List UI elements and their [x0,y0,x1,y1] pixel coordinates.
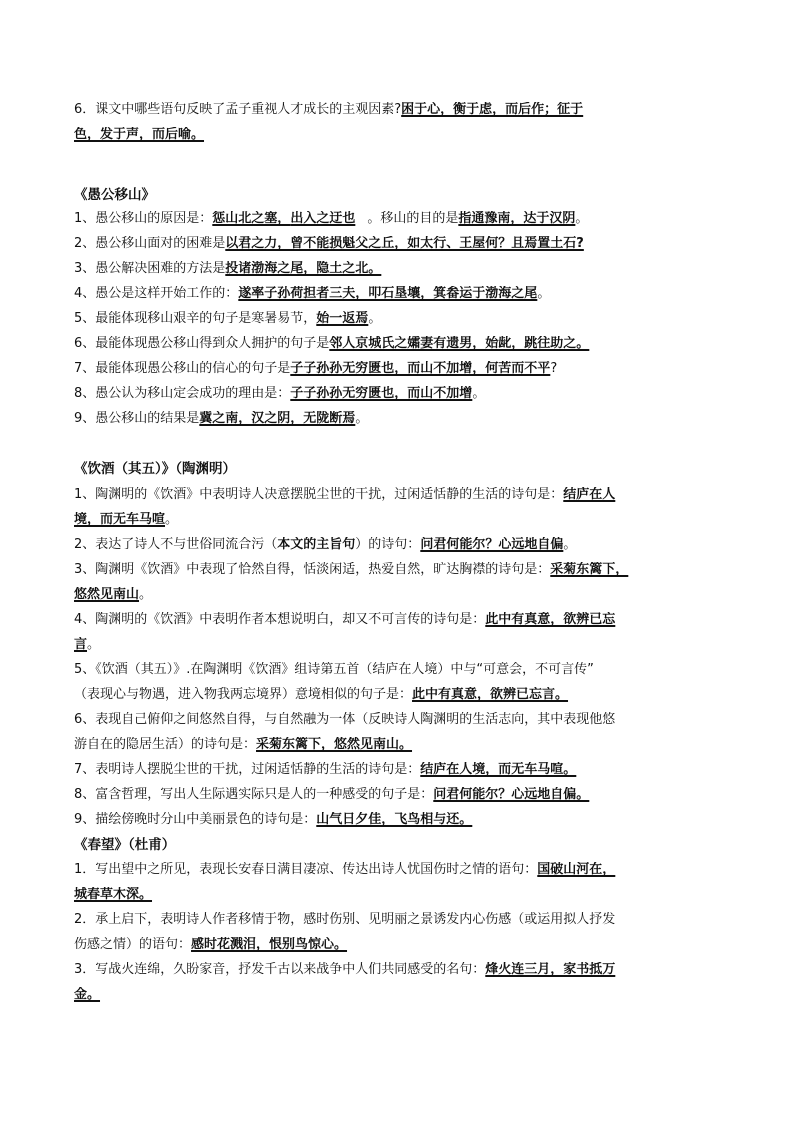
chunwang-item-1 [74,862,730,878]
answer-text: 采菊东篱下，悠然见南山。 [256,737,413,752]
item-number: 4、 [74,286,96,301]
item-number: 6、 [74,336,96,351]
punctuation: 。 [368,311,382,326]
answer-text: 此中有真意，欲辨已忘 [485,612,616,627]
yugong-item-6 [74,336,730,352]
chunwang-item-3-cont [74,987,730,1003]
question-text: 1、陶渊明的《饮酒》中表明诗人决意摆脱尘世的干扰，过闲适恬静的生活的诗句是： [74,487,564,502]
question-text: 愚公解决困难的方法是 [95,261,226,276]
question-text: 愚公移山的原因是： [95,211,213,226]
answer-text: 子子孙孙无穷匮也，而山不加增 [290,386,473,401]
yinjiu-item-5 [74,662,730,678]
item-number: 8、 [74,386,96,401]
answer-text: 色，发于声，而后喻。 [74,127,205,142]
yinjiu-item-8 [74,787,730,803]
question-text: 3、陶渊明《饮酒》中表现了恰然自得，恬淡闲适，热爱自然，旷达胸襟的诗句是： [74,562,551,577]
item-number: 9、 [74,411,96,426]
question-text: ）的诗句： [355,537,421,552]
question-text: 愚公认为移山定会成功的理由是： [95,386,291,401]
question-text: 愚公移山面对的困难是 [95,236,226,251]
answer-text: 国破山河在， [537,862,616,877]
yinjiu-item-6-cont [74,737,730,753]
answer-text: 言 [74,637,88,652]
punctuation: 。 [139,587,153,602]
yinjiu-item-5-cont [74,687,730,703]
answer-text: 以君之力，曾不能损魁父之丘，如太行、王屋何？且焉置土石? [225,236,584,251]
question-text: 游自在的隐居生活）的诗句是： [74,737,257,752]
answer-text: 冀之南，汉之阴，无陇断焉 [199,411,356,426]
item-number: 2、 [74,236,96,251]
item-number: 5、 [74,311,96,326]
yinjiu-item-3 [74,562,730,578]
punctuation: 。 [165,512,179,527]
question-text: 5、《饮酒（其五）》.在陶渊明《饮酒》组诗第五首（结庐在人境）中与“可意会，不可言传” [74,662,594,677]
answer-text: 悠然见南山 [74,587,140,602]
chunwang-item-2 [74,912,730,928]
answer-text: 始一返焉 [316,311,369,326]
item-number: 1、 [74,211,96,226]
yugong-item-3 [74,261,730,277]
question-text: 最能体现愚公移山的信心的句子是 [95,361,291,376]
answer-text: 惩山北之塞， [212,211,291,226]
question-text: 2、表达了诗人不与世俗同流合污（ [74,537,278,552]
answer-text: 此中有真意，欲辨已忘言。 [412,687,569,702]
yinjiu-item-9 [74,812,730,828]
yugong-item-2 [74,236,730,252]
chunwang-item-1-cont [74,887,730,903]
question-text: 愚公是这样开始工作的： [95,286,239,301]
section-title-chunwang: 《春望》（杜甫） [74,837,176,853]
answer-text: 问君何能尔？心远地自偏 [420,537,564,552]
yugong-item-5 [74,311,730,327]
answer-text: 山气日夕佳，飞鸟相与还。 [316,812,473,827]
answer-text: 遂率子孙荷担者三夫，叩石垦壤，箕畚运于渤海之尾 [238,286,538,301]
yugong-item-7 [74,361,730,377]
chunwang-item-2-cont [74,937,730,953]
yugong-item-9 [74,411,730,427]
answer-text: 采菊东篱下， [550,562,629,577]
answer-text: 邻人京城氏之孀妻有遗男，始龀，跳往助之。 [329,336,590,351]
answer-text: 感时花溅泪，恨别鸟惊心。 [191,937,348,952]
answer-text: 烽火连三月，家书抵万 [485,962,616,977]
q6-line-1 [74,102,730,118]
yinjiu-item-2 [74,537,730,553]
q6-line-2 [74,127,730,143]
punctuation: 。 [472,386,486,401]
yinjiu-item-6 [74,712,730,728]
yugong-item-8 [74,386,730,402]
punctuation: 。 [87,637,101,652]
question-text: 4、陶渊明的《饮酒》中表明作者本想说明白，却又不可言传的诗句是： [74,612,486,627]
yinjiu-item-4-cont [74,637,730,653]
question-text: 伤感之情）的语句： [74,937,192,952]
yinjiu-item-3-cont [74,587,730,603]
yinjiu-item-4 [74,612,730,628]
punctuation: ? [550,361,558,376]
question-text: 愚公移山的结果是 [95,411,200,426]
yugong-item-1 [74,211,730,227]
punctuation: 。 [537,286,551,301]
answer-text: 出入之迂也 [290,211,356,226]
yinjiu-item-1 [74,487,730,503]
answer-text: 困于心，衡于虑，而后作；征于 [401,102,584,117]
answer-text: 子子孙孙无穷匮也，而山不加增，何苦而不平 [290,361,551,376]
question-text: 1．写出望中之所见，表现长安春日满目凄凉、传达出诗人忧国伤时之情的语句： [74,862,538,877]
question-text: 9、描绘傍晚时分山中美丽景色的诗句是： [74,812,317,827]
yinjiu-item-7 [74,762,730,778]
question-text: （表现心与物遇，进入物我两忘境界）意境相似的句子是： [74,687,413,702]
item-number: 7、 [74,361,96,376]
punctuation: 。 [355,411,369,426]
answer-text: 指通豫南，达于汉阴 [458,211,576,226]
section-title-yugong: 《愚公移山》 [74,187,155,203]
question-text: 2．承上启下，表明诗人作者移情于物，感时伤别、见明丽之景诱发内心伤感（或运用拟人抒发 [74,912,616,927]
answer-text: 结庐在人 [563,487,616,502]
section-title-yinjiu: 《饮酒（其五）》（陶渊明） [74,461,236,477]
question-text: 最能体现移山艰辛的句子是寒暑易节， [95,311,317,326]
question-text: 。移山的目的是 [367,211,459,226]
item-number: 3、 [74,261,96,276]
question-text: 最能体现愚公移山得到众人拥护的句子是 [95,336,330,351]
answer-text: 问君何能尔？心远地自偏。 [433,787,590,802]
answer-text: 金。 [74,987,101,1002]
question-text: 3．写战火连绵，久盼家音，抒发千古以来战争中人们共同感受的名句： [74,962,486,977]
punctuation: 。 [575,211,589,226]
question-text: 7、表明诗人摆脱尘世的干扰，过闲适恬静的生活的诗句是： [74,762,421,777]
punctuation: 。 [563,537,577,552]
question-text: 6、表现自己俯仰之间悠然自得，与自然融为一体（反映诗人陶渊明的生活志向，其中表现他悠 [74,712,616,727]
answer-text: 投诸渤海之尾，隐土之北。 [225,261,382,276]
question-text: 8、富含哲理，写出人生际遇实际只是人的一种感受的句子是： [74,787,434,802]
answer-text: 城春草木深。 [74,887,153,902]
answer-text: 结庐在人境，而无车马喧。 [420,762,577,777]
answer-text: 境，而无车马喧 [74,512,166,527]
yinjiu-item-1-cont [74,512,730,528]
question-text: 6．课文中哪些语句反映了孟子重视人才成长的主观因素? [74,102,402,117]
yugong-item-4 [74,286,730,302]
chunwang-item-3 [74,962,730,978]
emphasis-text: 本文的主旨句 [277,537,356,552]
